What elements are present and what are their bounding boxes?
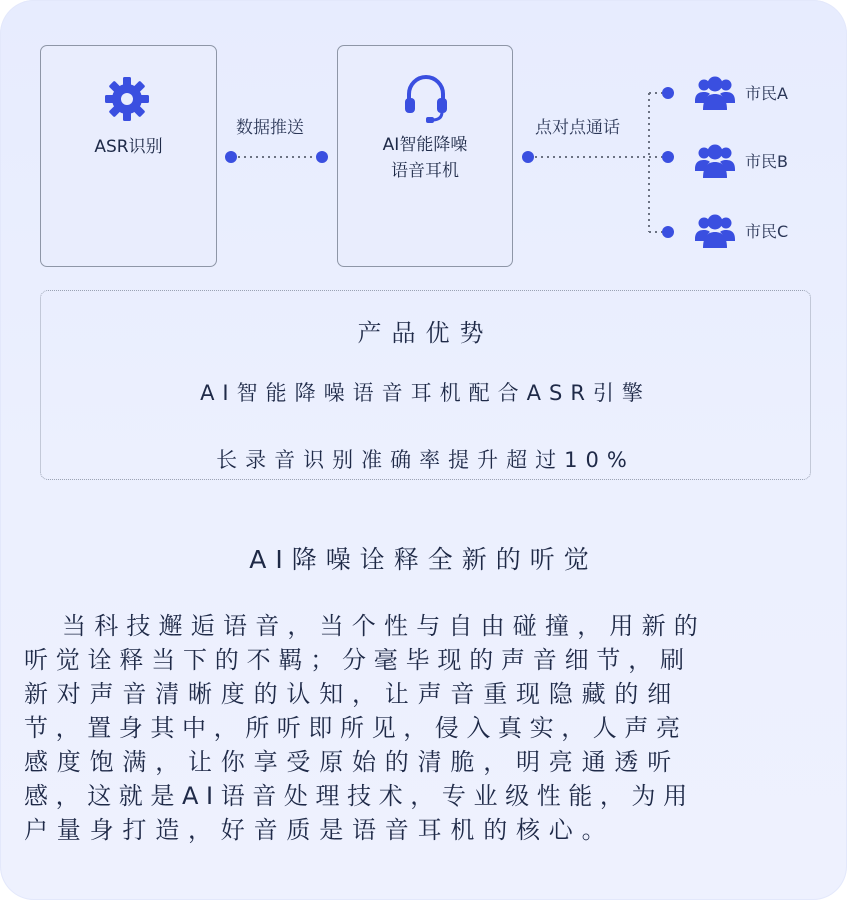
citizen-a <box>695 74 788 110</box>
push-connector <box>225 151 328 163</box>
call-connector <box>522 87 674 238</box>
body-line-3: 新对声音清晰度的认知，让声音重现隐藏的细 <box>24 680 680 708</box>
call-label: 点对点通话 <box>535 118 620 138</box>
branch-b-dot <box>662 151 674 163</box>
product-advantage-box <box>40 290 811 480</box>
people-group-icon <box>695 212 735 248</box>
body-line-7: 户量身打造，好音质是语音耳机的核心。 <box>24 816 615 844</box>
citizen-c-label: 市民C <box>745 221 789 241</box>
headset-box <box>337 45 513 267</box>
body-line-6: 感，这就是AI语音处理技术，专业级性能，为用 <box>24 782 695 810</box>
citizen-a-label: 市民A <box>745 83 788 103</box>
branch-c-dot <box>662 226 674 238</box>
section-title: AI降噪诠释全新的听觉 <box>249 545 598 574</box>
asr-box <box>40 45 217 267</box>
people-group-icon <box>695 142 735 178</box>
body-line-5: 感度饱满，让你享受原始的清脆，明亮通透听 <box>24 748 680 776</box>
body-line-4: 节，置身其中，所听即所见，侵入真实，人声亮 <box>24 714 688 742</box>
gear-icon <box>103 75 151 123</box>
call-start-dot <box>522 151 534 163</box>
citizen-b <box>695 142 788 178</box>
advantage-line-2: 长录音识别准确率提升超过10% <box>216 448 635 472</box>
advantage-line-1: AI智能降噪语音耳机配合ASR引擎 <box>200 381 651 405</box>
citizen-c <box>695 212 788 248</box>
people-group-icon <box>695 74 735 110</box>
body-line-1: 当科技邂逅语音，当个性与自由碰撞，用新的 <box>62 612 706 640</box>
body-paragraph <box>24 609 706 847</box>
push-label: 数据推送 <box>236 118 304 138</box>
asr-box-label: ASR识别 <box>94 137 163 157</box>
headset-box-label: AI智能降噪 语音耳机 <box>382 135 468 181</box>
body-line-2: 听觉诠释当下的不羁；分毫毕现的声音细节，刷 <box>24 646 692 674</box>
headset-icon <box>402 72 450 124</box>
push-start-dot <box>225 151 237 163</box>
advantage-title: 产品优势 <box>357 319 494 347</box>
branch-a-dot <box>662 87 674 99</box>
push-end-dot <box>316 151 328 163</box>
citizen-b-label: 市民B <box>745 151 788 171</box>
